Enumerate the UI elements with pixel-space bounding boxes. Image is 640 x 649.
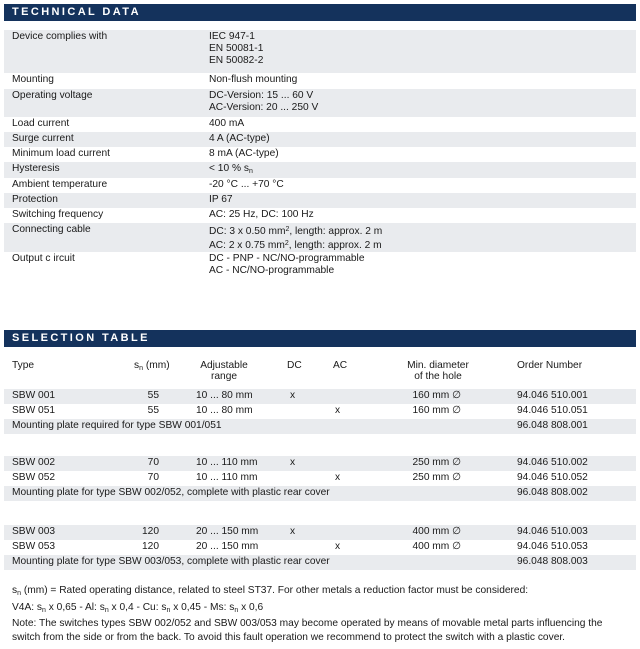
- cell-type: SBW 003: [12, 526, 56, 537]
- col-header-diameter: Min. diameter of the hole: [407, 360, 469, 382]
- technical-label: Minimum load current: [12, 148, 110, 159]
- cell-dc: x: [290, 526, 296, 537]
- technical-value-line: 4 A (AC-type): [209, 133, 270, 144]
- cell-order-number: 94.046 510.002: [517, 457, 588, 468]
- technical-label: Ambient temperature: [12, 179, 108, 190]
- technical-row: [4, 193, 636, 208]
- technical-value-line: IP 67: [209, 194, 233, 205]
- col-header-range: Adjustable range: [200, 360, 248, 382]
- technical-label: Load current: [12, 118, 70, 129]
- cell-ac: x: [335, 405, 341, 416]
- cell-type: SBW 002: [12, 457, 56, 468]
- note-rated-distance: $s_n$ (mm) = Rated operating distance, related to steel ST37. For other metals a reduction factor must be considered:: [12, 585, 529, 597]
- col-header-ac: AC: [333, 360, 348, 371]
- mounting-plate-row: [4, 555, 636, 570]
- technical-value: [209, 163, 253, 178]
- cell-order-number: 94.046 510.003: [517, 526, 588, 537]
- technical-value-line: IEC 947-1: [209, 31, 255, 42]
- mounting-plate-text: Mounting plate required for type SBW 001/051: [12, 420, 222, 431]
- technical-row: [4, 30, 636, 73]
- technical-label: Protection: [12, 194, 58, 205]
- technical-value: [209, 90, 318, 114]
- technical-value: [209, 133, 270, 145]
- technical-value-line: -20 °C ... +70 °C: [209, 179, 284, 190]
- cell-range: 20 ... 150 mm: [196, 541, 259, 552]
- cell-type: SBW 052: [12, 472, 56, 483]
- technical-value-line: AC-Version: 20 ... 250 V: [209, 102, 319, 113]
- technical-value: [209, 253, 364, 277]
- technical-label: Surge current: [12, 133, 74, 144]
- note-warning-line-2: switch from the side or from the back. To avoid this fault operation we recommend to protect the switch with a plastic cover.: [12, 631, 566, 643]
- cell-order-number: 94.046 510.001: [517, 390, 588, 401]
- technical-label: Switching frequency: [12, 209, 104, 220]
- cell-type: SBW 001: [12, 390, 56, 401]
- selection-table-header: SELECTION TABLE: [4, 330, 636, 347]
- technical-row: [4, 162, 636, 178]
- col-header-order: Order Number: [517, 360, 583, 371]
- technical-value-line: < 10 % $s_n$: [209, 163, 253, 175]
- technical-value-line: DC - PNP - NC/NO-programmable: [209, 253, 365, 264]
- technical-label: Hysteresis: [12, 163, 60, 174]
- cell-range: 10 ... 80 mm: [196, 405, 253, 416]
- technical-label: Operating voltage: [12, 90, 93, 101]
- technical-value-line: EN 50082-2: [209, 55, 264, 66]
- technical-row: [4, 147, 636, 162]
- cell-range: 20 ... 150 mm: [196, 526, 259, 537]
- technical-label: Device complies with: [12, 31, 108, 42]
- technical-value-line: AC: 25 Hz, DC: 100 Hz: [209, 209, 314, 220]
- technical-value: [209, 148, 279, 160]
- mounting-plate-order-number: 96.048 808.002: [517, 487, 588, 498]
- table-row: [4, 389, 636, 404]
- technical-row: [4, 132, 636, 147]
- cell-diameter: 160 mm ∅: [412, 405, 461, 416]
- cell-sn: 55: [147, 405, 159, 416]
- technical-value: [209, 179, 284, 191]
- technical-value: [209, 31, 263, 67]
- cell-ac: x: [335, 472, 341, 483]
- technical-label: Mounting: [12, 74, 54, 85]
- table-row: [4, 456, 636, 471]
- table-row: [4, 404, 636, 419]
- technical-value-line: AC - NC/NO-programmable: [209, 265, 335, 276]
- cell-type: SBW 053: [12, 541, 56, 552]
- cell-range: 10 ... 110 mm: [196, 472, 258, 483]
- cell-order-number: 94.046 510.053: [517, 541, 588, 552]
- col-header-sn: $s_n$ (mm): [134, 360, 170, 372]
- cell-diameter: 250 mm ∅: [412, 457, 461, 468]
- cell-ac: x: [335, 541, 341, 552]
- technical-value-line: EN 50081-1: [209, 43, 264, 54]
- technical-value: [209, 194, 233, 206]
- technical-value: [209, 209, 314, 221]
- technical-row: [4, 117, 636, 132]
- technical-row: [4, 89, 636, 117]
- cell-sn: 120: [142, 541, 159, 552]
- cell-sn: 55: [147, 390, 159, 401]
- cell-diameter: 400 mm ∅: [412, 526, 461, 537]
- note-warning-line-1: Note: The switches types SBW 002/052 and SBW 003/053 may become operated by means of movable metal parts influencing the: [12, 618, 603, 629]
- footnotes: [12, 584, 627, 644]
- cell-sn: 70: [147, 472, 159, 483]
- table-row: [4, 471, 636, 486]
- cell-diameter: 400 mm ∅: [412, 541, 461, 552]
- mounting-plate-order-number: 96.048 808.003: [517, 556, 588, 567]
- technical-value: [209, 224, 382, 252]
- technical-value-line: DC-Version: 15 ... 60 V: [209, 90, 314, 101]
- mounting-plate-text: Mounting plate for type SBW 003/053, complete with plastic rear cover: [12, 556, 330, 567]
- cell-range: 10 ... 110 mm: [196, 457, 258, 468]
- table-row: [4, 540, 636, 555]
- cell-order-number: 94.046 510.051: [517, 405, 588, 416]
- technical-row: [4, 252, 636, 282]
- col-header-type: Type: [12, 360, 35, 371]
- mounting-plate-order-number: 96.048 808.001: [517, 420, 588, 431]
- cell-sn: 70: [147, 457, 159, 468]
- mounting-plate-row: [4, 419, 636, 434]
- mounting-plate-row: [4, 486, 636, 501]
- technical-value-line: DC: 3 x 0.50 $mm^2$, length: approx. 2 m: [209, 226, 383, 237]
- technical-value-line: Non-flush mounting: [209, 74, 298, 85]
- col-header-dc: DC: [287, 360, 302, 371]
- mounting-plate-text: Mounting plate for type SBW 002/052, complete with plastic rear cover: [12, 487, 330, 498]
- cell-type: SBW 051: [12, 405, 56, 416]
- technical-data-header: TECHNICAL DATA: [4, 4, 636, 21]
- technical-row: [4, 73, 636, 89]
- cell-diameter: 250 mm ∅: [412, 472, 461, 483]
- technical-label: Output c ircuit: [12, 253, 75, 264]
- cell-dc: x: [290, 390, 296, 401]
- cell-diameter: 160 mm ∅: [412, 390, 461, 401]
- technical-value-line: AC: 2 x 0.75 $mm^2$, length: approx. 2 m: [209, 240, 382, 251]
- technical-row: [4, 178, 636, 193]
- technical-value: [209, 74, 297, 86]
- cell-sn: 120: [142, 526, 159, 537]
- technical-value: [209, 118, 244, 130]
- cell-range: 10 ... 80 mm: [196, 390, 253, 401]
- technical-label: Connecting cable: [12, 224, 91, 235]
- technical-row: [4, 208, 636, 223]
- table-row: [4, 525, 636, 540]
- cell-dc: x: [290, 457, 296, 468]
- technical-value-line: 400 mA: [209, 118, 245, 129]
- note-reduction-factors: V4A: $s_n$ x 0,65 - Al: $s_n$ x 0,4 - Cu: $s_n$ x 0,45 - Ms: $s_n$ x 0,6: [12, 601, 264, 614]
- technical-row: [4, 223, 636, 252]
- cell-order-number: 94.046 510.052: [517, 472, 588, 483]
- technical-value-line: 8 mA (AC-type): [209, 148, 279, 159]
